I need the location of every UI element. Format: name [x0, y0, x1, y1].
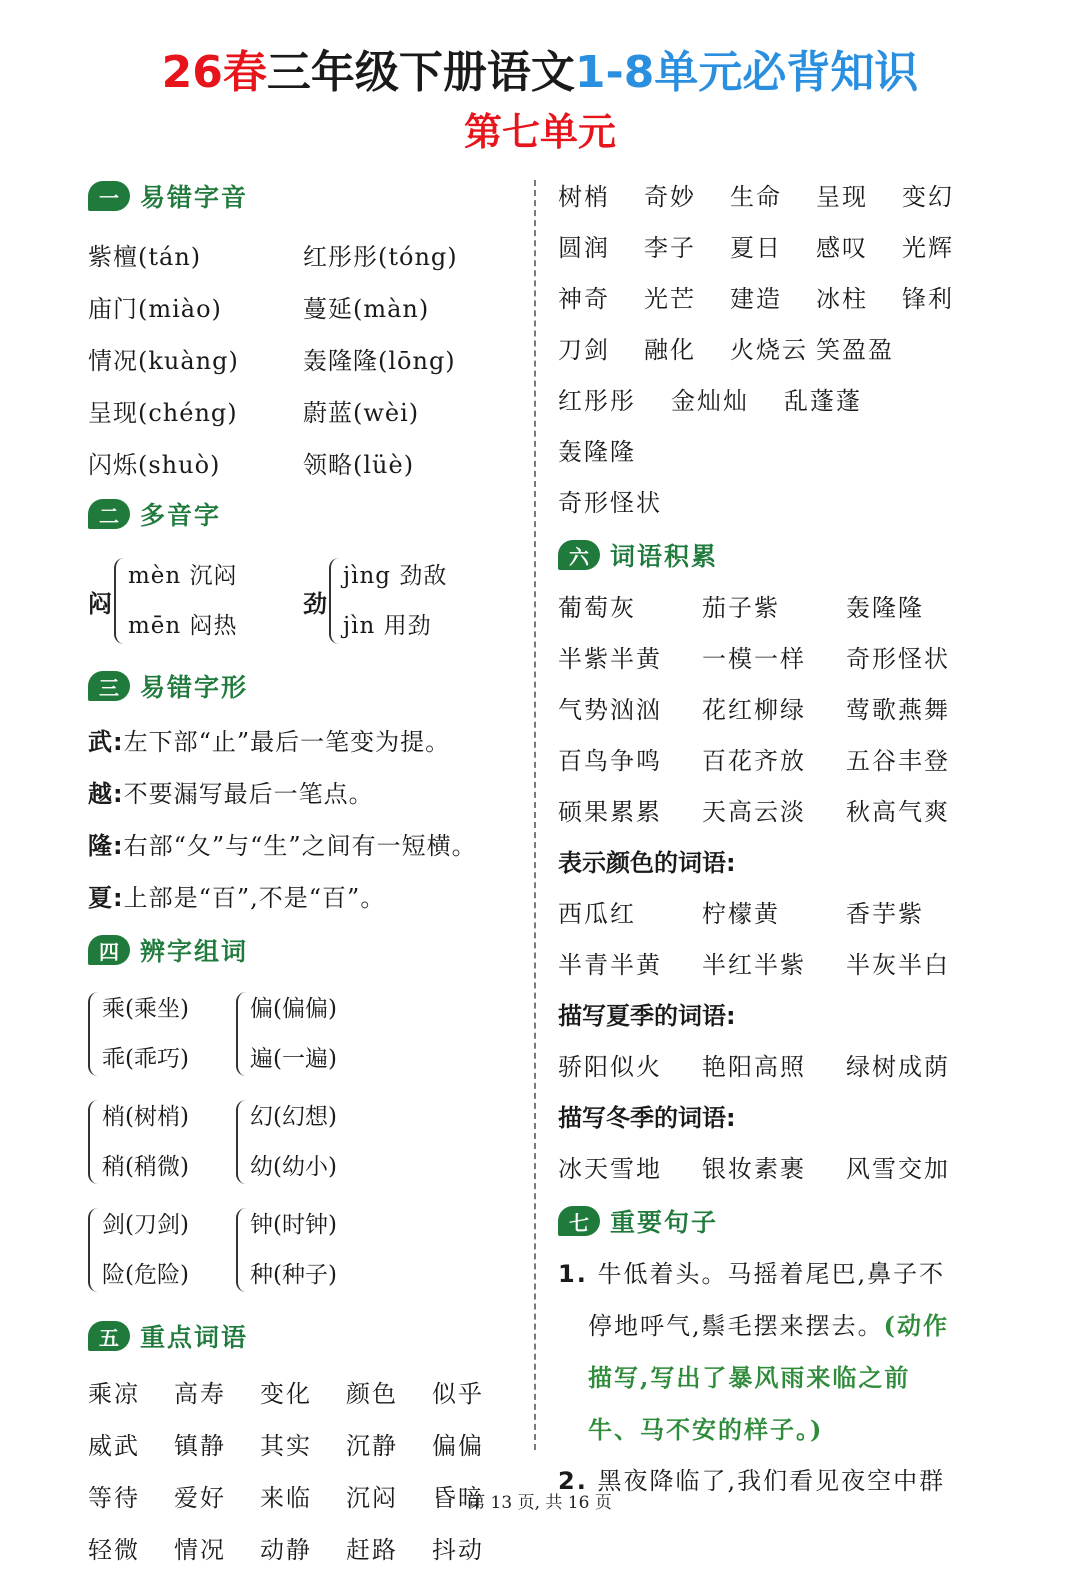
section-header-polyphone	[88, 490, 518, 538]
section-title: 辨字组词	[140, 937, 249, 966]
summer-word: 骄阳似火	[558, 1053, 662, 1081]
key-word: 笑盈盈	[816, 336, 894, 364]
brace	[329, 558, 339, 644]
pronunciation-item: 红彤彤(tóng)	[303, 242, 458, 271]
key-word: 高寿	[174, 1380, 226, 1408]
section-header-distinguish	[88, 926, 518, 974]
polyphone-reading: mèn 沉闷	[128, 563, 238, 589]
color-word: 香芋紫	[846, 900, 924, 928]
section-badge: 七	[558, 1206, 600, 1236]
key-word: 红彤彤	[558, 387, 636, 415]
pronunciation-item: 庙门(miào)	[88, 294, 222, 323]
polyphone-item	[303, 546, 518, 656]
winter-words	[558, 1144, 998, 1195]
distinguish-group: 幻(幻想) 幼(幼小)	[236, 1088, 384, 1196]
distinguish-group: 剑(刀剑) 险(危险)	[88, 1196, 236, 1304]
key-word: 等待	[88, 1484, 140, 1512]
color-word: 半灰半白	[846, 951, 950, 979]
key-word: 冰柱	[816, 285, 868, 313]
key-word: 颜色	[346, 1380, 398, 1408]
winter-word: 银妆素裹	[702, 1155, 806, 1183]
distinguish-group: 钟(时钟) 种(种子)	[236, 1196, 384, 1304]
accumulation-word: 五谷丰登	[846, 747, 950, 775]
key-word: 昏暗	[432, 1484, 484, 1512]
key-word: 锋利	[902, 285, 954, 313]
section-title: 重要句子	[610, 1208, 719, 1237]
key-word: 其实	[260, 1432, 312, 1460]
section-title: 易错字形	[140, 673, 249, 702]
character-form-list	[88, 716, 518, 924]
accumulation-word: 天高云淡	[702, 798, 806, 826]
form-item: 隆:右部“夂”与“生”之间有一短横。	[88, 832, 477, 860]
key-words-continued-reduplicated	[558, 376, 998, 478]
accumulation-word: 硕果累累	[558, 798, 662, 826]
polyphone-reading: jìng 劲敌	[343, 563, 448, 589]
accumulation-word: 轰隆隆	[846, 594, 924, 622]
accumulation-word: 半紫半黄	[558, 645, 662, 673]
key-word: 沉闷	[346, 1484, 398, 1512]
distinguish-group: 偏(偏偏) 遍(一遍)	[236, 980, 384, 1088]
color-word: 半青半黄	[558, 951, 662, 979]
key-word: 镇静	[174, 1432, 226, 1460]
polyphone-item	[88, 546, 303, 656]
key-word: 圆润	[558, 234, 610, 262]
accumulation-word: 气势汹汹	[558, 696, 662, 724]
key-word: 威武	[88, 1432, 140, 1460]
section-header-key-words	[88, 1312, 518, 1360]
key-word: 变化	[260, 1380, 312, 1408]
section-title: 易错字音	[140, 183, 249, 212]
key-word: 爱好	[174, 1484, 226, 1512]
summer-words-heading: 描写夏季的词语:	[558, 1002, 736, 1030]
color-word: 半红半紫	[702, 951, 806, 979]
accumulation-word: 莺歌燕舞	[846, 696, 950, 724]
color-words-heading: 表示颜色的词语:	[558, 849, 736, 877]
winter-word: 冰天雪地	[558, 1155, 662, 1183]
polyphone-reading: jìn 用劲	[343, 613, 432, 639]
sentence-1: 1. 牛低着头。马摇着尾巴,鼻子不 停地呼气,鬃毛摆来摆去。(动作 描写,写出了暴风雨来临之前 牛、马不安的样子。)	[558, 1260, 949, 1444]
key-word: 情况	[174, 1536, 226, 1564]
title-year: 26春	[161, 47, 267, 98]
column-divider	[534, 180, 536, 1450]
key-word: 抖动	[432, 1536, 484, 1564]
summer-word: 绿树成荫	[846, 1053, 950, 1081]
winter-word: 风雪交加	[846, 1155, 950, 1183]
pronunciation-item: 紫檀(tán)	[88, 242, 202, 271]
color-word: 柠檬黄	[702, 900, 780, 928]
key-word: 奇形怪状	[558, 489, 662, 517]
key-word: 奇妙	[644, 183, 696, 211]
key-word: 似乎	[432, 1380, 484, 1408]
section-badge: 四	[88, 935, 130, 965]
key-words-continued	[558, 172, 998, 376]
key-word: 沉静	[346, 1432, 398, 1460]
key-word: 感叹	[816, 234, 868, 262]
key-word: 生命	[730, 183, 782, 211]
page-footer: 第 13 页, 共 16 页	[468, 1493, 612, 1513]
polyphone-char: 闷	[88, 588, 112, 618]
section-header-pronunciation	[88, 172, 518, 220]
accumulation-word: 葡萄灰	[558, 594, 636, 622]
section-header-word-accumulation	[558, 531, 998, 579]
section-title: 词语积累	[610, 542, 719, 571]
accumulation-word: 百花齐放	[702, 747, 806, 775]
pronunciation-item: 情况(kuàng)	[88, 346, 239, 375]
key-word: 赶路	[346, 1536, 398, 1564]
key-word: 融化	[644, 336, 696, 364]
title-units: 1-8单元必背知识	[574, 47, 919, 98]
section-badge: 三	[88, 671, 130, 701]
accumulation-word: 一模一样	[702, 645, 806, 673]
key-word: 轻微	[88, 1536, 140, 1564]
polyphone-char: 劲	[303, 588, 327, 618]
key-word: 火烧云	[730, 336, 808, 364]
key-word: 夏日	[730, 234, 782, 262]
polyphone-reading: mēn 闷热	[128, 613, 238, 639]
summer-words	[558, 1042, 998, 1093]
accumulation-word: 秋高气爽	[846, 798, 950, 826]
form-item: 武:左下部“止”最后一笔变为提。	[88, 728, 451, 756]
key-word: 乱蓬蓬	[784, 387, 862, 415]
key-word: 树梢	[558, 183, 610, 211]
accumulation-words	[558, 583, 998, 838]
unit-subtitle: 第七单元	[463, 109, 616, 154]
pronunciation-item: 蔚蓝(wèi)	[303, 398, 420, 427]
summer-word: 艳阳高照	[702, 1053, 806, 1081]
key-word: 乘凉	[88, 1380, 140, 1408]
pronunciation-item: 呈现(chéng)	[88, 398, 238, 427]
title-grade: 三年级下册语文	[266, 47, 575, 98]
key-word: 刀剑	[558, 336, 610, 364]
section-header-sentences	[558, 1197, 998, 1245]
section-header-character-form	[88, 662, 518, 710]
key-word: 偏偏	[432, 1432, 484, 1460]
key-word: 来临	[260, 1484, 312, 1512]
pronunciation-item: 领略(lüè)	[303, 450, 415, 479]
key-words-continued-idiom	[558, 478, 998, 529]
key-word: 轰隆隆	[558, 438, 636, 466]
left-column	[88, 172, 518, 1576]
section-badge: 一	[88, 181, 130, 211]
section-badge: 二	[88, 499, 130, 529]
sentence-2: 2. 黑夜降临了,我们看见夜空中群	[558, 1467, 946, 1495]
key-word: 建造	[730, 285, 782, 313]
key-word: 神奇	[558, 285, 610, 313]
accumulation-word: 百鸟争鸣	[558, 747, 662, 775]
distinguish-group: 乘(乘坐) 乖(乖巧)	[88, 980, 236, 1088]
key-word: 动静	[260, 1536, 312, 1564]
right-column	[558, 172, 998, 1507]
section-title: 多音字	[140, 501, 222, 530]
section-badge: 五	[88, 1321, 130, 1351]
distinguish-group: 梢(树梢) 稍(稍微)	[88, 1088, 236, 1196]
form-item: 越:不要漏写最后一笔点。	[88, 780, 374, 808]
winter-words-heading: 描写冬季的词语:	[558, 1104, 736, 1132]
key-word: 光辉	[902, 234, 954, 262]
pronunciation-item: 蔓延(màn)	[303, 294, 430, 323]
key-word: 光芒	[644, 285, 696, 313]
key-word: 李子	[644, 234, 696, 262]
key-word: 金灿灿	[671, 387, 749, 415]
section-title: 重点词语	[140, 1323, 249, 1352]
pronunciation-item: 闪烁(shuò)	[88, 450, 221, 479]
form-item: 夏:上部是“百”,不是“百”。	[88, 884, 386, 912]
brace	[114, 558, 124, 644]
distinguish-grid	[88, 980, 518, 1304]
accumulation-word: 花红柳绿	[702, 696, 806, 724]
color-words	[558, 889, 998, 991]
pronunciation-list	[88, 228, 518, 488]
key-word: 呈现	[816, 183, 868, 211]
pronunciation-item: 轰隆隆(lōng)	[303, 346, 456, 375]
accumulation-word: 茄子紫	[702, 594, 780, 622]
key-word: 变幻	[902, 183, 954, 211]
key-words-list	[88, 1368, 528, 1576]
section-badge: 六	[558, 540, 600, 570]
color-word: 西瓜红	[558, 900, 636, 928]
accumulation-word: 奇形怪状	[846, 645, 950, 673]
page-title	[0, 40, 1080, 106]
polyphone-list	[88, 546, 518, 656]
